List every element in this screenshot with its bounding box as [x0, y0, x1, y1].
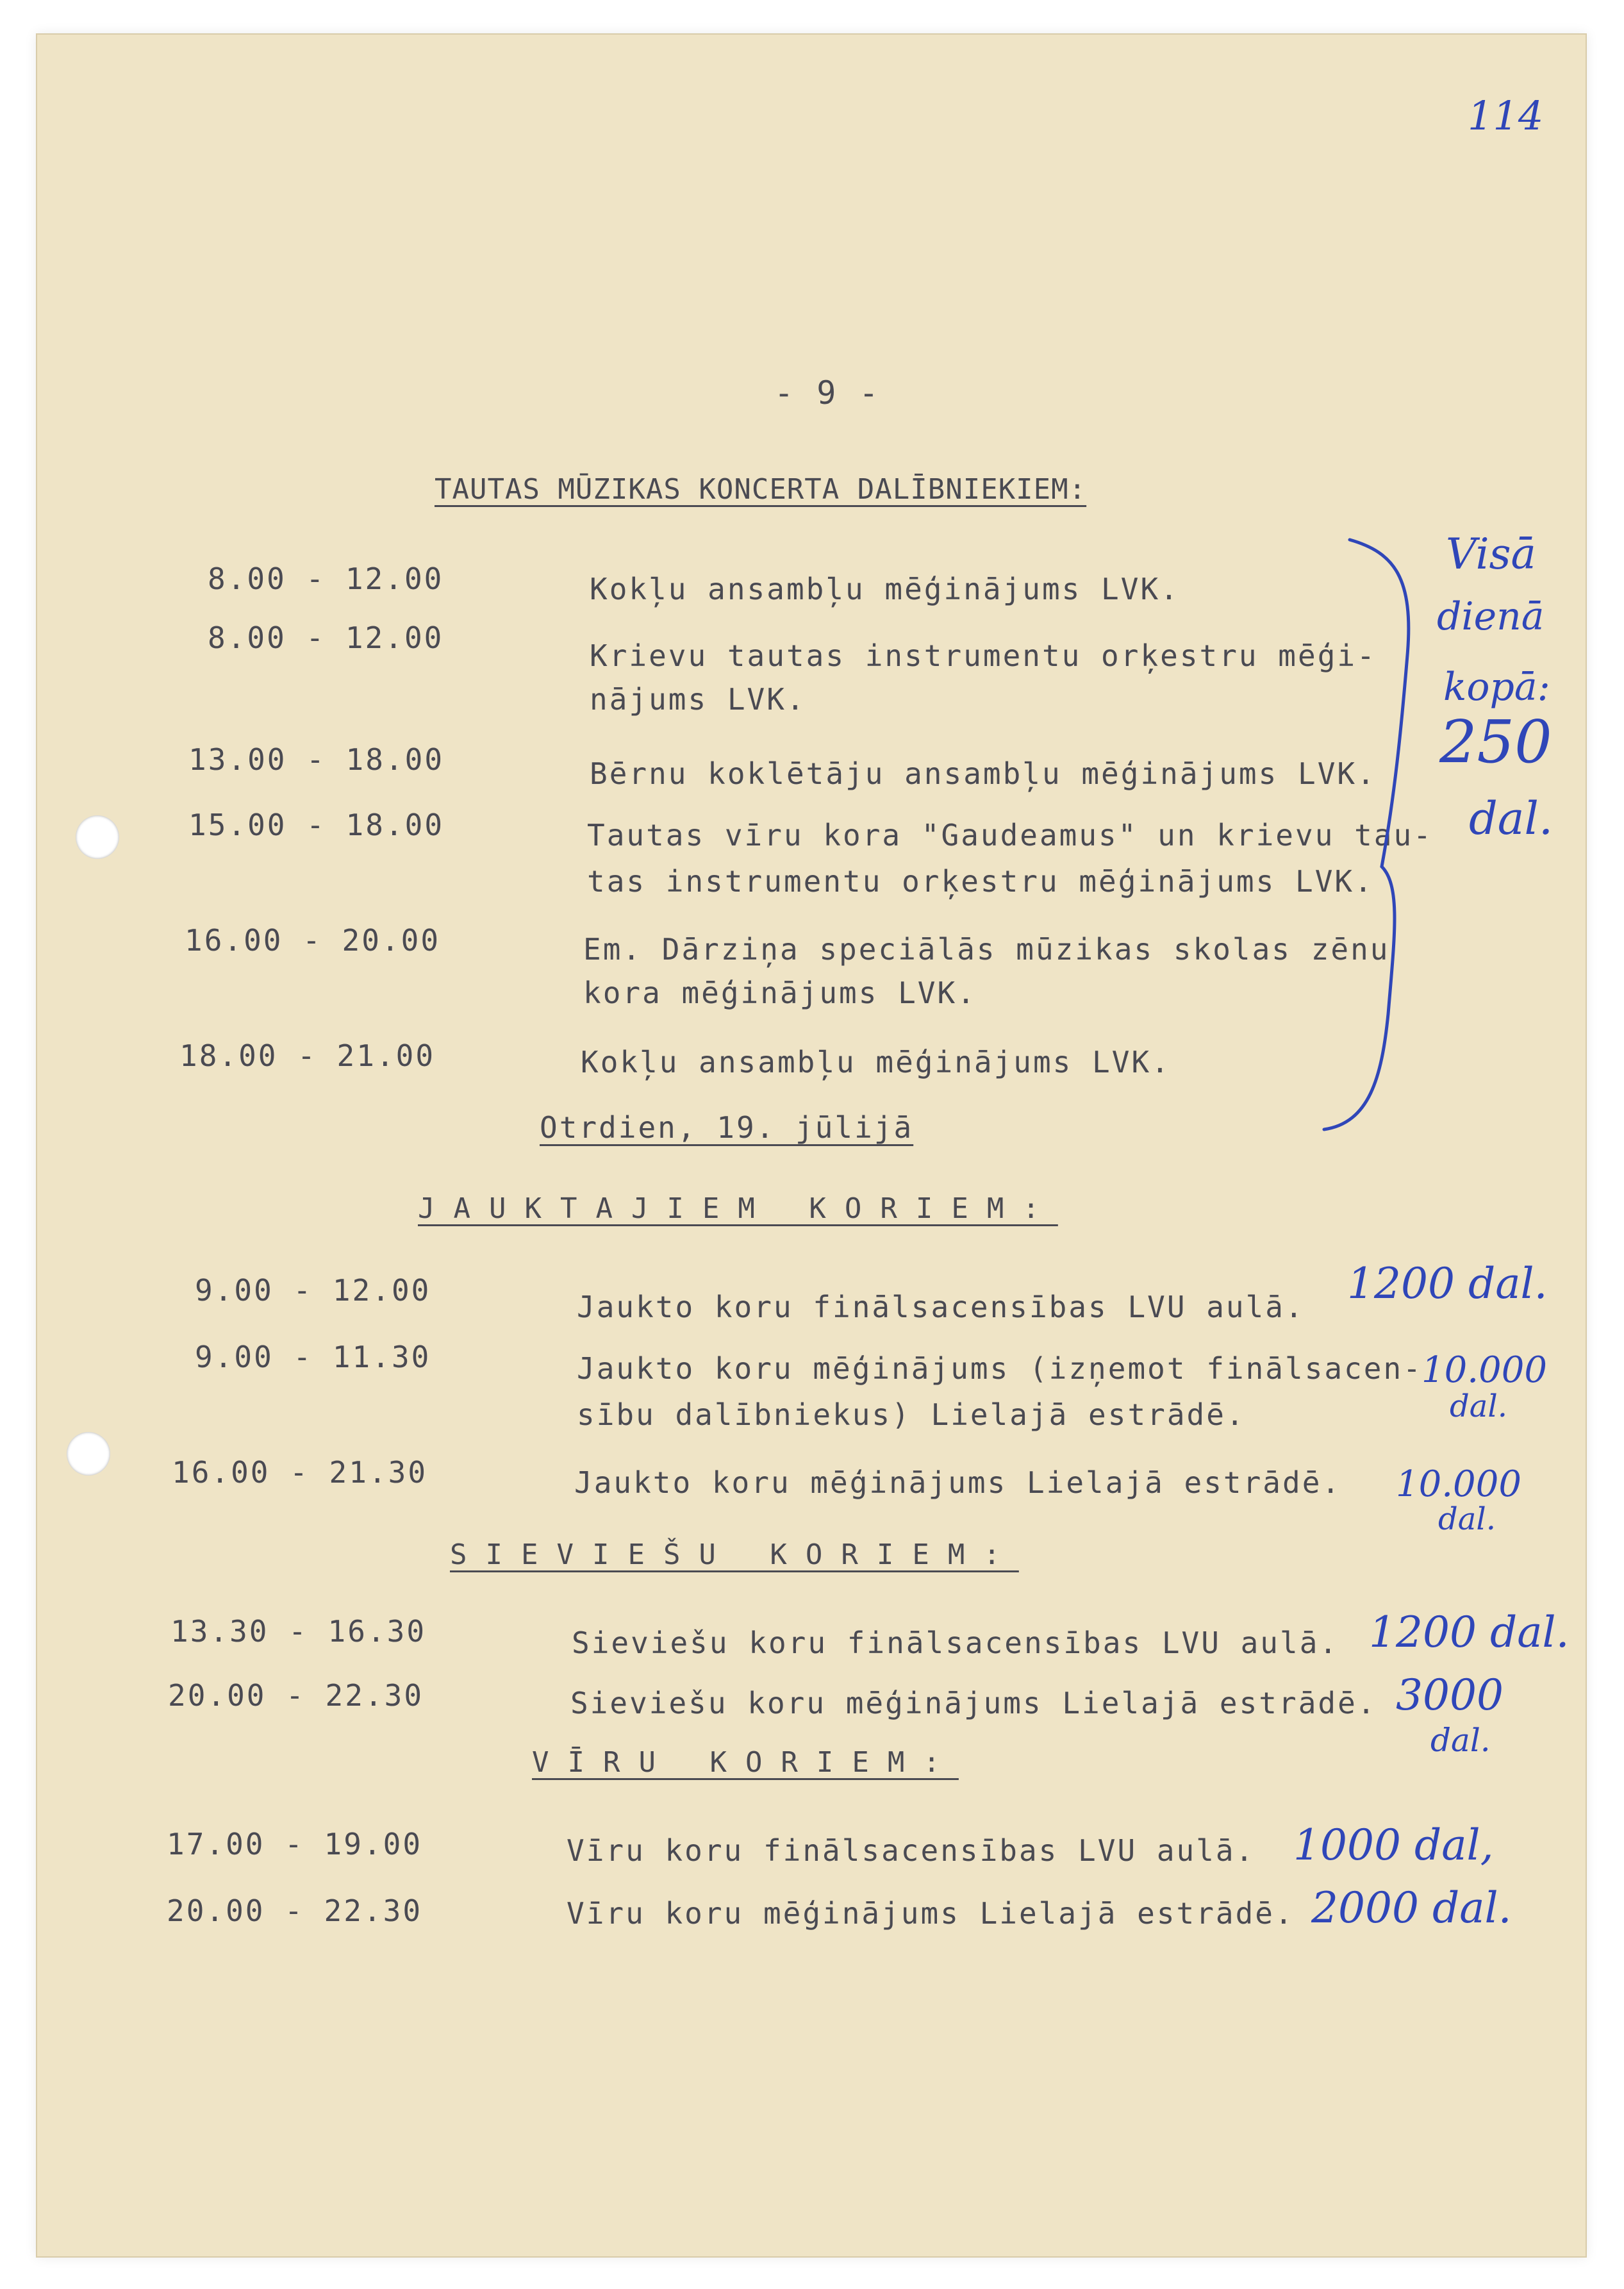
text-4-line-2: tas instrumentu orķestru mēģinājums LVK.	[587, 864, 1374, 899]
count-mens-1: 1000 dal,	[1293, 1820, 1494, 1870]
count-mixed-1: 1200 dal.	[1347, 1259, 1548, 1308]
note-250: 250	[1439, 708, 1552, 776]
time-6: 18.00 - 21.00	[179, 1038, 436, 1073]
time-8: 9.00 - 11.30	[195, 1340, 431, 1374]
count-mixed-2-number: 10.000	[1421, 1349, 1547, 1391]
note-kopa: kopā:	[1443, 665, 1550, 710]
note-dal: dal.	[1469, 792, 1554, 845]
text-2-line-2: nājums LVK.	[590, 682, 806, 717]
count-mixed-3-number: 10.000	[1396, 1463, 1521, 1505]
text-12-line-1: Vīru koru finālsacensības LVU aulā.	[567, 1833, 1255, 1868]
text-13-line-1: Vīru koru mēģinājums Lielajā estrādē.	[567, 1896, 1295, 1931]
text-3-line-1: Bērnu koklētāju ansambļu mēģinājums LVK.	[590, 756, 1377, 791]
text-2-line-1: Krievu tautas instrumentu orķestru mēģi-	[590, 638, 1377, 673]
time-7: 9.00 - 12.00	[195, 1273, 431, 1308]
time-10: 13.30 - 16.30	[170, 1614, 427, 1649]
count-womens-1: 1200 dal.	[1369, 1608, 1570, 1657]
heading-mixed-choirs: JAUKTAJIEM KORIEM:	[418, 1192, 1058, 1225]
time-11: 20.00 - 22.30	[168, 1678, 424, 1713]
page-label: - 9 -	[774, 374, 881, 412]
time-5: 16.00 - 20.00	[185, 923, 441, 958]
count-mens-2: 2000 dal.	[1311, 1883, 1512, 1933]
time-9: 16.00 - 21.30	[172, 1455, 428, 1490]
text-7-line-1: Jaukto koru finālsacensības LVU aulā.	[577, 1290, 1305, 1324]
handwritten-page-number: 114	[1468, 92, 1544, 139]
text-5-line-1: Em. Dārziņa speciālās mūzikas skolas zēnu	[583, 932, 1390, 967]
text-9-line-1: Jaukto koru mēģinājums Lielajā estrādē.	[574, 1465, 1342, 1500]
punch-hole-top	[76, 815, 119, 859]
heading-folk-music: TAUTAS MŪZIKAS KONCERTA DALĪBNIEKIEM:	[435, 473, 1087, 506]
text-1-line-1: Kokļu ansambļu mēģinājums LVK.	[590, 572, 1180, 606]
time-13: 20.00 - 22.30	[167, 1894, 423, 1928]
time-4: 15.00 - 18.00	[188, 808, 445, 842]
text-5-line-2: kora mēģinājums LVK.	[583, 976, 977, 1010]
text-11-line-1: Sieviešu koru mēģinājums Lielajā estrādē.	[570, 1686, 1377, 1720]
text-8-line-2: sību dalībniekus) Lielajā estrādē.	[577, 1397, 1246, 1432]
count-womens-2-number: 3000	[1396, 1670, 1504, 1720]
time-12: 17.00 - 19.00	[167, 1827, 423, 1861]
text-10-line-1: Sieviešu koru finālsacensības LVU aulā.	[572, 1626, 1339, 1660]
document-sheet	[36, 33, 1587, 2258]
handwritten-brace	[1311, 527, 1427, 1142]
text-4-line-1: Tautas vīru kora "Gaudeamus" un krievu tau-	[587, 818, 1433, 853]
note-visa: Visā	[1446, 529, 1536, 579]
text-8-line-1: Jaukto koru mēģinājums (izņemot finālsacen-	[577, 1351, 1423, 1386]
text-6-line-1: Kokļu ansambļu mēģinājums LVK.	[581, 1045, 1171, 1079]
punch-hole-bottom	[67, 1432, 110, 1476]
time-3: 13.00 - 18.00	[188, 742, 445, 777]
count-mixed-3-unit: dal.	[1438, 1501, 1496, 1537]
count-mixed-2-unit: dal.	[1450, 1388, 1507, 1424]
date-heading: Otrdien, 19. jūlijā	[540, 1110, 914, 1145]
time-1: 8.00 - 12.00	[208, 562, 444, 596]
note-diena: dienā	[1437, 594, 1545, 639]
count-womens-2-unit: dal.	[1430, 1722, 1491, 1759]
heading-womens-choirs: SIEVIEŠU KORIEM:	[450, 1538, 1019, 1571]
time-2: 8.00 - 12.00	[208, 620, 444, 655]
heading-mens-choirs: VĪRU KORIEM:	[532, 1746, 959, 1779]
